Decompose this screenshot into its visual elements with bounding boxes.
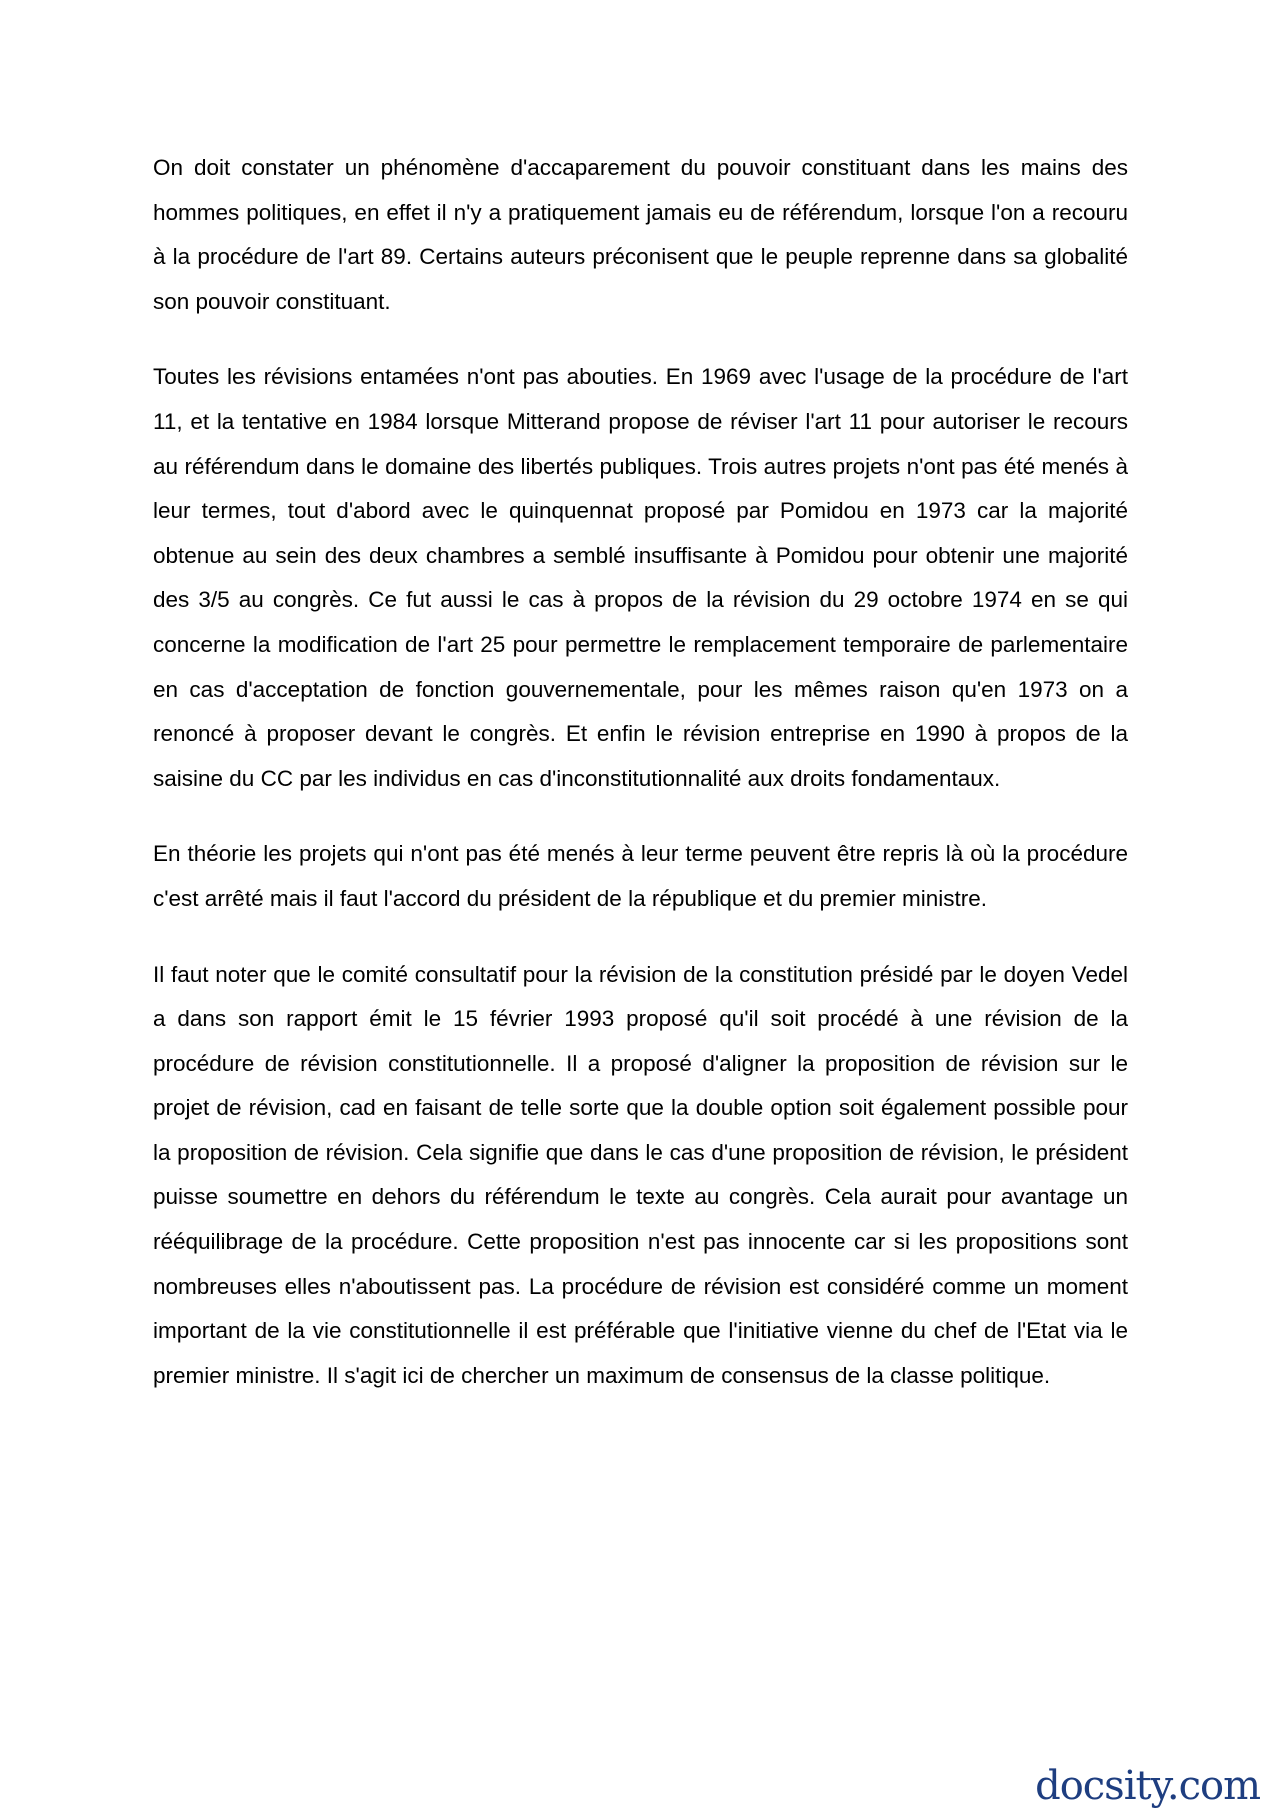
paragraph-1: On doit constater un phénomène d'accaparement du pouvoir constituant dans les mains des hommes politiques, en effet il n'y a pratiquement jamais eu de référendum, lorsque l'on a recouru à la procédure de l'art 89. Certains auteurs préconisent que le peuple reprenne dans sa globalité son pouvoir constituant. bbox=[153, 155, 1128, 314]
paragraph-2: Toutes les révisions entamées n'ont pas abouties. En 1969 avec l'usage de la procédure de l'art 11, et la tentative en 1984 lorsque Mitterand propose de réviser l'art 11 pour autoriser le recours au référendum dans le domaine des libertés publiques. Trois autres projets n'ont pas été menés à leur termes, tout d'abord avec le quinquennat proposé par Pomidou en 1973 car la majorité obtenue au sein des deux chambres a semblé insuffisante à Pomidou pour obtenir une majorité des 3/5 au congrès. Ce fut aussi le cas à propos de la révision du 29 octobre 1974 en se qui concerne la modification de l'art 25 pour permettre le remplacement temporaire de parlementaire en cas d'acceptation de fonction gouvernementale, pour les mêmes raison qu'en 1973 on a renoncé à proposer devant le congrès. Et enfin le révision entreprise en 1990 à propos de la saisine du CC par les individus en cas d'inconstitutionnalité aux droits fondamentaux. bbox=[153, 364, 1128, 791]
document-body bbox=[153, 146, 1128, 1429]
paragraph-4: Il faut noter que le comité consultatif pour la révision de la constitution présidé par le doyen Vedel a dans son rapport émit le 15 février 1993 proposé qu'il soit procédé à une révision de la procédure de révision constitutionnelle. Il a proposé d'aligner la proposition de révision sur le projet de révision, cad en faisant de telle sorte que la double option soit également possible pour la proposition de révision. Cela signifie que dans le cas d'une proposition de révision, le président puisse soumettre en dehors du référendum le texte au congrès. Cela aurait pour avantage un rééquilibrage de la procédure. Cette proposition n'est pas innocente car si les propositions sont nombreuses elles n'aboutissent pas. La procédure de révision est considéré comme un moment important de la vie constitutionnelle il est préférable que l'initiative vienne du chef de l'Etat via le premier ministre. Il s'agit ici de chercher un maximum de consensus de la classe politique. bbox=[153, 961, 1128, 1388]
paragraph-3: En théorie les projets qui n'ont pas été menés à leur terme peuvent être repris là où la procédure c'est arrêté mais il faut l'accord du président de la république et du premier ministre. bbox=[153, 841, 1128, 911]
docsity-watermark-logo: docsity.com bbox=[1035, 1763, 1260, 1809]
